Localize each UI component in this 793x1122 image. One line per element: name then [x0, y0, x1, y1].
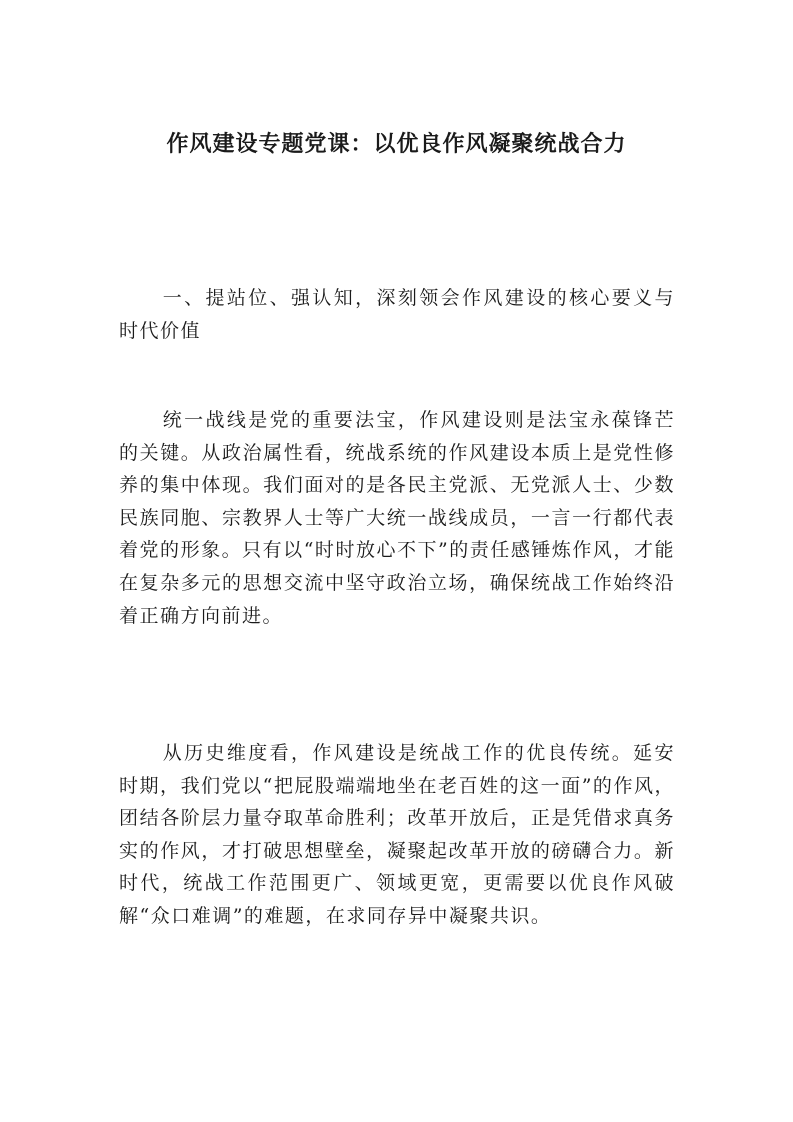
document-title: 作风建设专题党课：以优良作风凝聚统战合力 — [166, 131, 627, 157]
body-paragraph: 从历史维度看，作风建设是统战工作的优良传统。延安时期，我们党以“把屁股端端地坐在老百姓的这一面”的作风，团结各阶层力量夺取革命胜利；改革开放后，正是凭借求真务实的作风，才打破思想壁垒，凝聚起改革开放的磅礴合力。新时代，统战工作范围更广、领域更宽，更需要以优良作风破解“众口难调”的难题，在求同存异中凝聚共识。 — [119, 742, 675, 927]
body-paragraph: 统一战线是党的重要法宝，作风建设则是法宝永葆锋芒的关键。从政治属性看，统战系统的作风建设本质上是党性修养的集中体现。我们面对的是各民主党派、无党派人士、少数民族同胞、宗教界人士等广大统一战线成员，一言一行都代表着党的形象。只有以“时时放心不下”的责任感锤炼作风，才能在复杂多元的思想交流中坚守政治立场，确保统战工作始终沿着正确方向前进。 — [119, 409, 675, 627]
section-heading: 一、提站位、强认知，深刻领会作风建设的核心要义与时代价值 — [119, 287, 675, 342]
